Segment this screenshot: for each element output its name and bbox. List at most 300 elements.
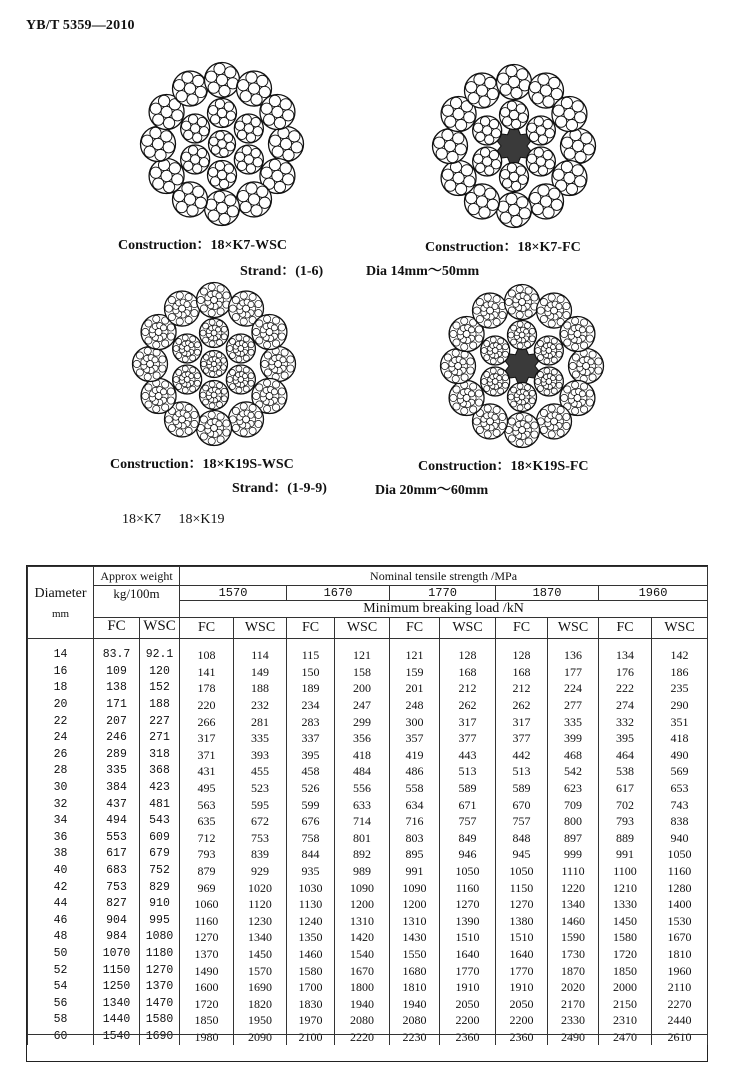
diameter-unit: mm: [51, 607, 70, 620]
table-cell: 138: [94, 680, 140, 697]
table-cell: 207: [94, 713, 140, 730]
load-wsc-header: WSC: [234, 618, 287, 639]
strand: [500, 163, 529, 192]
strand: [534, 336, 563, 365]
table-cell: 1940: [335, 995, 390, 1012]
table-cell: 201: [390, 680, 440, 697]
table-cell: 543: [140, 813, 180, 830]
table-cell: 1670: [335, 962, 390, 979]
table-cell: 995: [140, 913, 180, 930]
table-cell: 393: [234, 747, 287, 764]
table-cell: 50: [28, 946, 94, 963]
table-cell: 889: [599, 830, 652, 847]
strand: [165, 291, 200, 326]
table-cell: 486: [390, 763, 440, 780]
diameter-range-k19s: Dia 20mm～60mm: [375, 483, 489, 498]
table-cell: 54: [28, 979, 94, 996]
strand: [226, 365, 255, 394]
table-cell: 232: [234, 697, 287, 714]
table-cell: 377: [496, 730, 548, 747]
table-cell: 599: [287, 796, 335, 813]
table-cell: 753: [94, 879, 140, 896]
table-cell: 2330: [548, 1012, 599, 1029]
table-cell: 212: [440, 680, 496, 697]
table-cell: 1120: [234, 896, 287, 913]
table-cell: 1150: [94, 962, 140, 979]
table-cell: 224: [548, 680, 599, 697]
breaking-load-label: Minimum breaking load /kN: [180, 601, 708, 618]
table-cell: 1720: [180, 995, 234, 1012]
caption-18xk7-fc: Construction：18×K7-FC: [425, 240, 581, 255]
table-cell: 188: [140, 697, 180, 714]
table-cell: 24: [28, 730, 94, 747]
strand: [200, 319, 229, 348]
table-cell: 895: [390, 846, 440, 863]
table-cell: 2200: [440, 1012, 496, 1029]
table-cell: 1420: [335, 929, 390, 946]
table-cell: 468: [548, 747, 599, 764]
table-cell: 1430: [390, 929, 440, 946]
table-cell: 188: [234, 680, 287, 697]
table-row: [28, 846, 708, 863]
table-cell: 1160: [440, 879, 496, 896]
table-cell: 108: [180, 639, 234, 664]
table-cell: 2490: [548, 1029, 599, 1046]
table-cell: 1400: [652, 896, 708, 913]
table-cell: 114: [234, 639, 287, 664]
table-cell: 357: [390, 730, 440, 747]
table-cell: 1540: [94, 1029, 140, 1046]
strand-k19s: Strand：(1-9-9): [232, 481, 327, 496]
strand: [201, 351, 228, 378]
table-cell: 371: [180, 747, 234, 764]
grade-1570: 1570: [180, 586, 287, 601]
table-cell: 1770: [496, 962, 548, 979]
table-cell: 1350: [287, 929, 335, 946]
strand: [141, 379, 176, 414]
strand: [441, 161, 476, 196]
table-cell: 395: [287, 747, 335, 764]
table-cell: 2090: [234, 1029, 287, 1046]
table-cell: 377: [440, 730, 496, 747]
table-cell: 1580: [599, 929, 652, 946]
weight-wsc-header: WSC: [140, 618, 180, 639]
table-cell: 1570: [234, 962, 287, 979]
table-cell: 277: [548, 697, 599, 714]
table-cell: 542: [548, 763, 599, 780]
table-cell: 635: [180, 813, 234, 830]
load-fc-header: FC: [599, 618, 652, 639]
table-cell: 1160: [652, 863, 708, 880]
table-cell: 1910: [440, 979, 496, 996]
table-cell: 2020: [548, 979, 599, 996]
table-cell: 431: [180, 763, 234, 780]
table-cell: 800: [548, 813, 599, 830]
table-cell: 1850: [180, 1012, 234, 1029]
table-cell: 2360: [440, 1029, 496, 1046]
table-cell: 1030: [287, 879, 335, 896]
strand: [526, 147, 555, 176]
table-cell: 227: [140, 713, 180, 730]
table-cell: 617: [599, 780, 652, 797]
table-cell: 494: [94, 813, 140, 830]
table-cell: 437: [94, 796, 140, 813]
table-cell: 262: [496, 697, 548, 714]
grade-1870: 1870: [496, 586, 599, 601]
table-cell: 274: [599, 697, 652, 714]
strand-k7: Strand：(1-6): [240, 264, 324, 279]
table-cell: 589: [496, 780, 548, 797]
load-wsc-header: WSC: [335, 618, 390, 639]
table-cell: 290: [652, 697, 708, 714]
caption-18xk19s-wsc: Construction：18×K19S-WSC: [110, 457, 294, 472]
table-cell: 222: [599, 680, 652, 697]
table-cell: 910: [140, 896, 180, 913]
table-row: [28, 1012, 708, 1029]
table-cell: 490: [652, 747, 708, 764]
table-row: [28, 763, 708, 780]
table-cell: 563: [180, 796, 234, 813]
strand: [534, 367, 563, 396]
table-cell: 653: [652, 780, 708, 797]
strand: [481, 367, 510, 396]
table-cell: 26: [28, 747, 94, 764]
table-cell: 442: [496, 747, 548, 764]
load-fc-header: FC: [287, 618, 335, 639]
table-cell: 1510: [440, 929, 496, 946]
table-cell: 1090: [390, 879, 440, 896]
strand: [173, 365, 202, 394]
table-cell: 356: [335, 730, 390, 747]
load-fc-header: FC: [390, 618, 440, 639]
table-cell: 991: [390, 863, 440, 880]
table-cell: 1340: [94, 995, 140, 1012]
strand: [481, 336, 510, 365]
table-row: [28, 780, 708, 797]
strand: [173, 334, 202, 363]
table-cell: 1830: [287, 995, 335, 1012]
table-cell: 1950: [234, 1012, 287, 1029]
strand: [529, 184, 564, 219]
table-cell: 335: [548, 713, 599, 730]
table-row: [28, 962, 708, 979]
table-cell: 523: [234, 780, 287, 797]
table-cell: 1460: [287, 946, 335, 963]
table-cell: 418: [652, 730, 708, 747]
tensile-strength-label: Nominal tensile strength /MPa: [180, 567, 708, 586]
table-body: [28, 639, 708, 1046]
table-cell: 1540: [335, 946, 390, 963]
table-cell: 935: [287, 863, 335, 880]
table-cell: 1940: [390, 995, 440, 1012]
table-cell: 709: [548, 796, 599, 813]
table-cell: 1440: [94, 1012, 140, 1029]
table-cell: 758: [287, 830, 335, 847]
table-row: [28, 796, 708, 813]
table-cell: 2220: [335, 1029, 390, 1046]
rope-diagram-18xk19s-wsc: [130, 280, 298, 448]
table-cell: 48: [28, 929, 94, 946]
table-cell: 484: [335, 763, 390, 780]
table-cell: 670: [496, 796, 548, 813]
table-cell: 904: [94, 913, 140, 930]
table-cell: 2100: [287, 1029, 335, 1046]
table-cell: 1720: [599, 946, 652, 963]
table-cell: 271: [140, 730, 180, 747]
table-cell: 1800: [335, 979, 390, 996]
table-cell: 266: [180, 713, 234, 730]
table-cell: 2170: [548, 995, 599, 1012]
strand: [552, 97, 587, 132]
strand: [237, 182, 272, 217]
table-cell: 702: [599, 796, 652, 813]
caption-18xk19s-fc: Construction：18×K19S-FC: [418, 459, 589, 474]
table-cell: 141: [180, 664, 234, 681]
table-cell: 757: [440, 813, 496, 830]
table-cell: 793: [180, 846, 234, 863]
rope-diagram-18xk19s-fc: [438, 282, 606, 450]
table-cell: 2440: [652, 1012, 708, 1029]
table-cell: 609: [140, 830, 180, 847]
table-cell: 149: [234, 664, 287, 681]
caption-18xk7-wsc: Construction：18×K7-WSC: [118, 238, 287, 253]
table-cell: 2050: [440, 995, 496, 1012]
table-row: [28, 863, 708, 880]
table-cell: 558: [390, 780, 440, 797]
table-cell: 929: [234, 863, 287, 880]
table-cell: 335: [234, 730, 287, 747]
table-cell: 1690: [140, 1029, 180, 1046]
table-cell: 1070: [94, 946, 140, 963]
table-cell: 753: [234, 830, 287, 847]
table-cell: 171: [94, 697, 140, 714]
table-cell: 844: [287, 846, 335, 863]
grade-1770: 1770: [390, 586, 496, 601]
table-cell: 849: [440, 830, 496, 847]
strand: [234, 114, 263, 143]
table-cell: 848: [496, 830, 548, 847]
table-cell: 1530: [652, 913, 708, 930]
table-row: [28, 680, 708, 697]
table-cell: 142: [652, 639, 708, 664]
table-cell: 34: [28, 813, 94, 830]
strand: [505, 413, 540, 448]
table-cell: 235: [652, 680, 708, 697]
table-cell: 317: [440, 713, 496, 730]
table-cell: 177: [548, 664, 599, 681]
table-cell: 1340: [234, 929, 287, 946]
table-cell: 20: [28, 697, 94, 714]
table-cell: 1060: [180, 896, 234, 913]
strand: [433, 129, 468, 164]
table-cell: 455: [234, 763, 287, 780]
strand: [569, 349, 604, 384]
table-cell: 495: [180, 780, 234, 797]
table-cell: 2270: [652, 995, 708, 1012]
table-cell: 553: [94, 830, 140, 847]
table-cell: 351: [652, 713, 708, 730]
table-row: [28, 697, 708, 714]
table-cell: 569: [652, 763, 708, 780]
table-cell: 1050: [496, 863, 548, 880]
table-cell: 617: [94, 846, 140, 863]
table-cell: 176: [599, 664, 652, 681]
table-cell: 52: [28, 962, 94, 979]
table-cell: 300: [390, 713, 440, 730]
table-cell: 1130: [287, 896, 335, 913]
table-cell: 283: [287, 713, 335, 730]
table-cell: 1280: [652, 879, 708, 896]
table-cell: 335: [94, 763, 140, 780]
table-cell: 634: [390, 796, 440, 813]
table-cell: 1450: [599, 913, 652, 930]
table-cell: 395: [599, 730, 652, 747]
table-cell: 136: [548, 639, 599, 664]
table-cell: 44: [28, 896, 94, 913]
strand: [197, 283, 232, 318]
table-cell: 152: [140, 680, 180, 697]
table-cell: 186: [652, 664, 708, 681]
table-cell: 679: [140, 846, 180, 863]
strand: [526, 116, 555, 145]
table-cell: 801: [335, 830, 390, 847]
table-cell: 368: [140, 763, 180, 780]
table-cell: 28: [28, 763, 94, 780]
table-cell: 1270: [140, 962, 180, 979]
table-cell: 969: [180, 879, 234, 896]
table-row: [28, 896, 708, 913]
strand: [261, 347, 296, 382]
table-cell: 299: [335, 713, 390, 730]
table-cell: 1200: [335, 896, 390, 913]
table-cell: 220: [180, 697, 234, 714]
strand: [200, 381, 229, 410]
strand: [473, 293, 508, 328]
table-cell: 419: [390, 747, 440, 764]
strand: [505, 285, 540, 320]
weight-label: Approx weight: [94, 567, 180, 586]
table-cell: 589: [440, 780, 496, 797]
table-cell: 1220: [548, 879, 599, 896]
table-cell: 1980: [180, 1029, 234, 1046]
table-cell: 399: [548, 730, 599, 747]
table-cell: 1240: [287, 913, 335, 930]
table-cell: 121: [335, 639, 390, 664]
table-cell: 1670: [652, 929, 708, 946]
table-cell: 2080: [390, 1012, 440, 1029]
table-cell: 158: [335, 664, 390, 681]
table-cell: 281: [234, 713, 287, 730]
table-cell: 1910: [496, 979, 548, 996]
table-cell: 1090: [335, 879, 390, 896]
strand: [141, 127, 176, 162]
table-cell: 991: [599, 846, 652, 863]
table-cell: 1310: [390, 913, 440, 930]
table-cell: 1690: [234, 979, 287, 996]
table-cell: 1850: [599, 962, 652, 979]
table-row: [28, 639, 708, 664]
table-cell: 18: [28, 680, 94, 697]
table-cell: 1050: [440, 863, 496, 880]
table-cell: 60: [28, 1029, 94, 1046]
strand: [473, 147, 502, 176]
table-cell: 1450: [234, 946, 287, 963]
table-cell: 1270: [180, 929, 234, 946]
table-cell: 1810: [652, 946, 708, 963]
strand: [173, 71, 208, 106]
table-row: [28, 1029, 708, 1046]
table-cell: 248: [390, 697, 440, 714]
table-cell: 513: [440, 763, 496, 780]
table-cell: 1340: [548, 896, 599, 913]
diameter-range-k7: Dia 14mm～50mm: [366, 264, 480, 279]
table-cell: 318: [140, 747, 180, 764]
strand: [473, 116, 502, 145]
table-cell: 200: [335, 680, 390, 697]
table-cell: 178: [180, 680, 234, 697]
table-cell: 1250: [94, 979, 140, 996]
table-cell: 1490: [180, 962, 234, 979]
table-cell: 189: [287, 680, 335, 697]
table-cell: 946: [440, 846, 496, 863]
strand: [133, 347, 168, 382]
table-cell: 2200: [496, 1012, 548, 1029]
table-cell: 38: [28, 846, 94, 863]
strand: [209, 131, 236, 158]
diameter-header: [28, 567, 94, 639]
table-cell: 16: [28, 664, 94, 681]
table-cell: 538: [599, 763, 652, 780]
table-cell: 1210: [599, 879, 652, 896]
table-cell: 418: [335, 747, 390, 764]
table-cell: 56: [28, 995, 94, 1012]
table-cell: 115: [287, 639, 335, 664]
table-cell: 1770: [440, 962, 496, 979]
table-cell: 1230: [234, 913, 287, 930]
strand: [226, 334, 255, 363]
strand: [181, 145, 210, 174]
load-wsc-header: WSC: [652, 618, 708, 639]
table-cell: 1080: [140, 929, 180, 946]
table-cell: 2230: [390, 1029, 440, 1046]
rope-diagram-18xk7-fc: [430, 62, 598, 230]
table-cell: 671: [440, 796, 496, 813]
table-row: [28, 664, 708, 681]
table-cell: 743: [652, 796, 708, 813]
table-cell: 14: [28, 639, 94, 664]
strand: [149, 159, 184, 194]
table-cell: 1550: [390, 946, 440, 963]
table-cell: 1370: [180, 946, 234, 963]
table-cell: 317: [496, 713, 548, 730]
table-cell: 1380: [496, 913, 548, 930]
construction-name: 18×K7: [122, 512, 162, 527]
table-cell: 1810: [390, 979, 440, 996]
strand: [497, 65, 532, 100]
table-cell: 897: [548, 830, 599, 847]
table-cell: 716: [390, 813, 440, 830]
table-cell: 134: [599, 639, 652, 664]
table-cell: 989: [335, 863, 390, 880]
table-cell: 1970: [287, 1012, 335, 1029]
table-cell: 120: [140, 664, 180, 681]
strand: [508, 321, 537, 350]
table-cell: 672: [234, 813, 287, 830]
table-cell: 879: [180, 863, 234, 880]
table-cell: 984: [94, 929, 140, 946]
strand: [537, 404, 572, 439]
strand: [197, 411, 232, 446]
